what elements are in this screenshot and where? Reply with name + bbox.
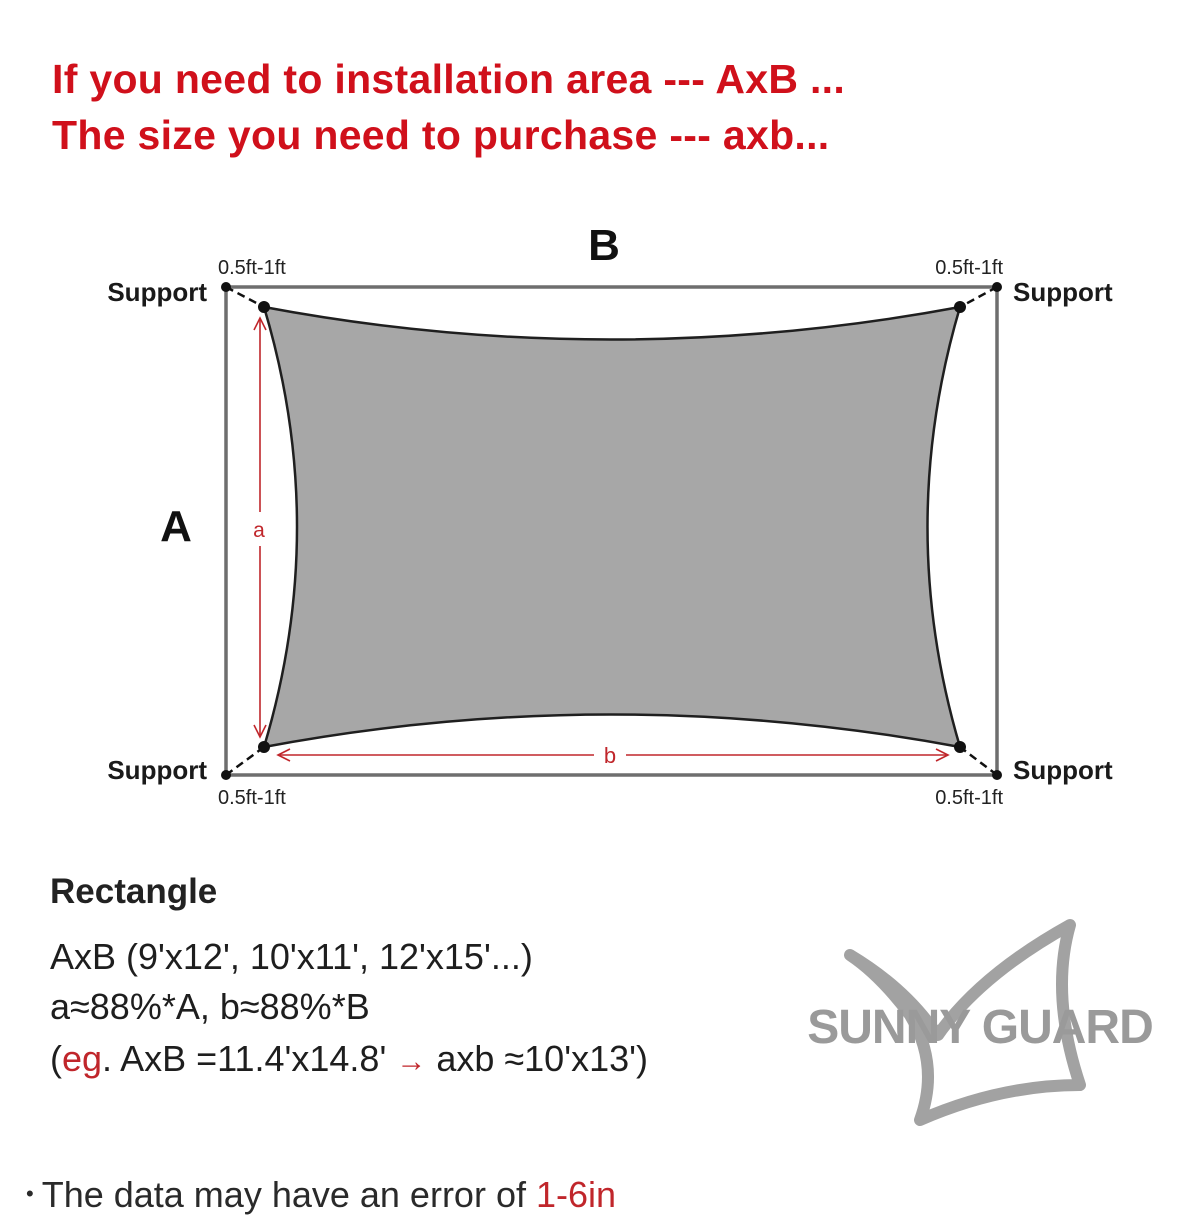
error-note-text: The data may have an error of [41,1174,536,1215]
label-a: a [253,519,265,542]
shade-sail [264,307,960,747]
label-B: B [588,221,620,270]
support-label-bottom-left: Support [107,755,207,785]
label-b: b [603,743,617,768]
headline-line-1: If you need to installation area --- AxB ... [52,56,846,102]
shape-title: Rectangle [50,872,218,911]
gap-label-bottom-left: 0.5ft-1ft [218,787,286,809]
example-open-paren: ( [50,1038,62,1079]
error-note [26,1174,616,1216]
gap-label-top-right: 0.5ft-1ft [935,257,1003,279]
support-label-bottom-right: Support [1013,755,1113,785]
headline-line-2: The size you need to purchase --- axb... [52,112,830,158]
example-input: . AxB =11.4'x14.8' [102,1038,387,1079]
example-eg-label: eg [62,1038,103,1079]
error-note-range: 1-6in [535,1174,617,1215]
example-result: axb ≈10'x13') [426,1038,648,1079]
label-A: A [160,502,192,551]
size-examples: AxB (9'x12', 10'x11', 12'x15'...) [50,936,533,977]
support-label-top-left: Support [107,277,207,307]
size-ratio: a≈88%*A, b≈88%*B [50,986,370,1027]
sunny-guard-logo [780,915,1180,1135]
size-example-calculation [50,1038,648,1080]
support-label-top-right: Support [1013,277,1113,307]
bullet-icon: • [26,1181,34,1206]
logo-text: SUNNY GUARD [807,1001,1153,1054]
gap-label-top-left: 0.5ft-1ft [218,257,286,279]
gap-label-bottom-right: 0.5ft-1ft [935,787,1003,809]
arrow-right-icon: → [396,1045,427,1078]
